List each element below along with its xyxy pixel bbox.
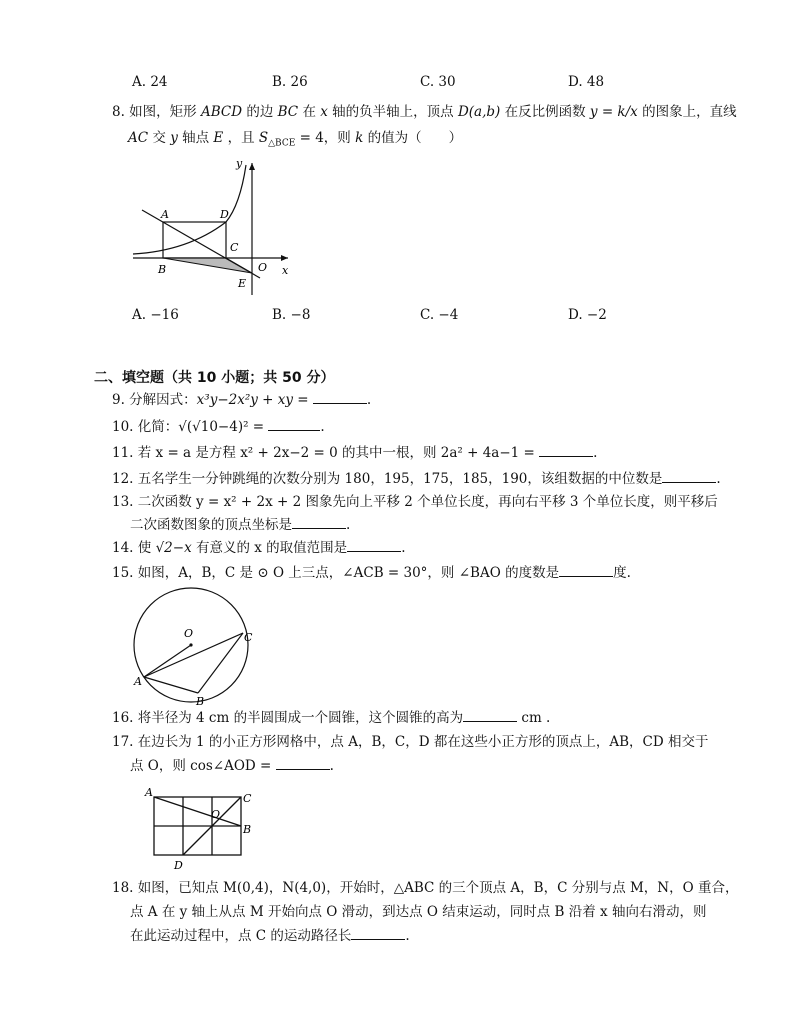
- q8-function: y = k/x: [589, 104, 638, 120]
- q9-answer-blank[interactable]: [313, 389, 367, 404]
- q8-point-d: D(a,b): [457, 104, 501, 120]
- q17-label-b: B: [243, 823, 252, 836]
- q10: [112, 416, 325, 438]
- q18-line1: 18. 如图，已知点 M(0,4)，N(4,0)，开始时，△ABC 的三个顶点 A，B，C 分别与点 M，N，O 重合，: [112, 880, 739, 896]
- q8-var: k: [355, 130, 364, 146]
- q10-expression: √(√10−4)² =: [178, 419, 265, 435]
- q10-end: .: [320, 419, 325, 435]
- q8-var: y: [170, 130, 178, 146]
- q17-label-a: A: [145, 786, 153, 799]
- q16: [112, 707, 550, 729]
- q14-answer-blank[interactable]: [347, 537, 401, 552]
- q8-option-d: D. −2: [568, 307, 607, 323]
- q8-label-c: C: [230, 241, 239, 254]
- q18-line2: 点 A 在 y 轴上从点 M 开始向点 O 滑动，到达点 O 结束运动，同时点 B 沿着 x 轴向右滑动，则: [130, 904, 707, 920]
- q14-suffix: 有意义的 x 的取值范围是: [195, 540, 348, 556]
- q16-end: cm .: [521, 710, 551, 726]
- q8-figure: [128, 155, 308, 300]
- q7-option-a: A. 24: [132, 74, 168, 90]
- q8-text: 交: [152, 130, 166, 146]
- q15-figure: [128, 585, 268, 710]
- q10-prefix: 10. 化简：: [112, 419, 179, 435]
- q14: [112, 537, 405, 559]
- q15-text: 15. 如图，A，B，C 是 ⊙ O 上三点，∠ACB = 30°，则 ∠BAO 的度数是: [112, 565, 560, 581]
- q8-label-o: O: [258, 261, 268, 274]
- section2-title: 二、填空题（共 10 小题；共 50 分）: [94, 370, 335, 386]
- q17-line2: [130, 755, 334, 777]
- q17-answer-blank[interactable]: [276, 755, 330, 770]
- q8-option-c: C. −4: [420, 307, 459, 323]
- q8-text: ，且: [227, 130, 255, 146]
- q17-label-d: D: [174, 859, 183, 872]
- q7-option-d: D. 48: [568, 74, 605, 90]
- q12-end: .: [716, 471, 721, 487]
- q16-answer-blank[interactable]: [463, 707, 517, 722]
- q8-label-e: E: [238, 277, 247, 290]
- q13-answer-blank[interactable]: [292, 514, 346, 529]
- q18-text: 在此运动过程中，点 C 的运动路径长: [130, 928, 352, 944]
- q8-text: 在: [302, 104, 316, 120]
- q8-line1: [112, 101, 737, 123]
- q15-label-o: O: [184, 627, 194, 640]
- q8-label-y: y: [236, 157, 243, 170]
- q15-label-a: A: [134, 675, 142, 688]
- q8-text: 在反比例函数: [504, 104, 586, 120]
- q8-point-e: E: [213, 130, 224, 146]
- q9-prefix: 9. 分解因式：: [112, 392, 197, 408]
- q8-line2: [128, 127, 462, 155]
- q15-label-c: C: [244, 631, 253, 644]
- q14-prefix: 14. 使: [112, 540, 152, 556]
- q15-end: 度.: [613, 565, 631, 581]
- q8-line-name: AC: [128, 130, 149, 146]
- q13-line1: 13. 二次函数 y = x² + 2x + 2 图象先向上平移 2 个单位长度，再向右平移 3 个单位长度，则平移后: [112, 494, 718, 510]
- q7-option-c: C. 30: [420, 74, 456, 90]
- q14-root: √2−x: [155, 540, 192, 556]
- q8-text: = 4，则: [299, 130, 351, 146]
- q9-end: .: [366, 392, 372, 408]
- q8-label-x: x: [282, 264, 289, 277]
- q7-option-b: B. 26: [272, 74, 308, 90]
- q8-label-d: D: [220, 208, 229, 221]
- q13-end: .: [346, 517, 351, 533]
- q15-answer-blank[interactable]: [559, 562, 613, 577]
- q11-text: 11. 若 x = a 是方程 x² + 2x−2 = 0 的其中一根，则 2a² + 4a−1 =: [112, 445, 535, 461]
- q13-text: 二次函数图象的顶点坐标是: [130, 517, 292, 533]
- q18-answer-blank[interactable]: [351, 925, 405, 940]
- q8-text: 轴点: [182, 130, 210, 146]
- q11-end: .: [593, 445, 598, 461]
- q15-label-b: B: [196, 695, 205, 708]
- q8-text: 的图象上，直线: [642, 104, 737, 120]
- q8-side-name: BC: [277, 104, 299, 120]
- q8-area-symbol: S: [258, 130, 269, 146]
- q9: [112, 389, 371, 411]
- q8-label-a: A: [161, 208, 169, 221]
- q8-area-subscript: △BCE: [268, 138, 296, 149]
- q8-option-a: A. −16: [132, 307, 179, 323]
- q12-answer-blank[interactable]: [662, 468, 716, 483]
- q12-text: 12. 五名学生一分钟跳绳的次数分别为 180，195，175，185，190，该组数据的中位数是: [112, 471, 663, 487]
- q18-end: .: [405, 928, 410, 944]
- q17-end: .: [329, 758, 334, 774]
- q15: [112, 562, 631, 584]
- q17-line1: 17. 在边长为 1 的小正方形网格中，点 A，B，C，D 都在这些小正方形的顶点上，AB，CD 相交于: [112, 734, 709, 750]
- q13-line2: [130, 514, 350, 536]
- q8-text: 8. 如图，矩形: [112, 104, 197, 120]
- q17-label-o: O: [211, 808, 221, 821]
- q11: [112, 442, 597, 464]
- q9-expression: x³y−2x²y + xy =: [196, 392, 309, 408]
- q8-option-b: B. −8: [272, 307, 311, 323]
- q8-text: 轴的负半轴上，顶点: [332, 104, 454, 120]
- q8-rect-name: ABCD: [200, 104, 243, 120]
- q17-label-c: C: [243, 792, 252, 805]
- q11-answer-blank[interactable]: [539, 442, 593, 457]
- q14-end: .: [401, 540, 406, 556]
- q18-line3: [130, 925, 410, 947]
- q8-var: x: [320, 104, 328, 120]
- q12: [112, 468, 721, 490]
- q16-text: 16. 将半径为 4 cm 的半圆围成一个圆锥，这个圆锥的高为: [112, 710, 464, 726]
- q8-text: 的值为（ ）: [367, 130, 463, 146]
- q8-label-b: B: [158, 263, 167, 276]
- q17-figure: [140, 780, 260, 872]
- q10-answer-blank[interactable]: [268, 416, 320, 431]
- q8-text: 的边: [246, 104, 274, 120]
- q17-text: 点 O，则 cos∠AOD =: [130, 758, 272, 774]
